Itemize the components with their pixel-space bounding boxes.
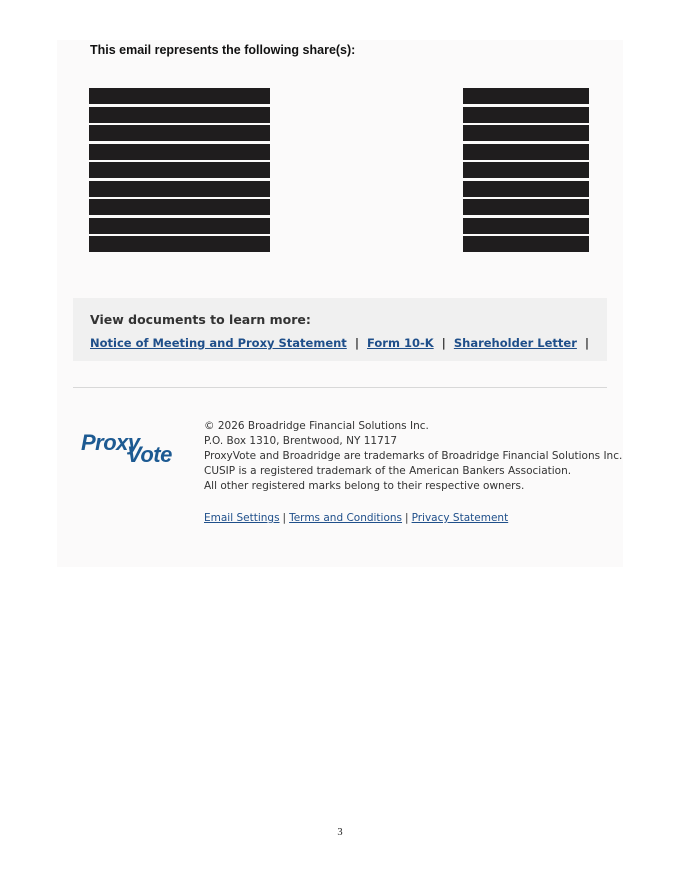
footer-divider (73, 387, 607, 388)
proxyvote-logo (81, 430, 185, 470)
redaction-bar (463, 162, 589, 178)
documents-panel (73, 298, 607, 361)
footer-link-separator: | (282, 512, 287, 524)
documents-links (90, 336, 597, 350)
redacted-share-counts (463, 88, 589, 255)
cusip-line: CUSIP is a registered trademark of the American Bankers Association. (204, 465, 572, 477)
redaction-bar (89, 88, 270, 104)
redaction-bar (463, 218, 589, 234)
trademark-line: ProxyVote and Broadridge are trademarks of Broadridge Financial Solutions Inc. (204, 450, 623, 462)
page-number: 3 (337, 827, 343, 838)
redacted-share-names (89, 88, 270, 255)
shares-heading: This email represents the following share(s): (90, 43, 356, 57)
link-separator: | (584, 336, 590, 350)
email-card (57, 40, 623, 567)
redaction-bar (89, 236, 270, 252)
redaction-bar (89, 144, 270, 160)
link-separator: | (441, 336, 446, 350)
redaction-bar (463, 88, 589, 104)
form-10k-link[interactable]: Form 10-K (367, 336, 434, 350)
footer-legal-text (204, 419, 622, 494)
copyright-line: © 2026 Broadridge Financial Solutions Inc. (204, 420, 429, 432)
redaction-bar (89, 125, 270, 141)
proxy-statement-link[interactable]: Notice of Meeting and Proxy Statement (90, 336, 347, 350)
redaction-bar (89, 162, 270, 178)
logo-text-proxy: Proxy (81, 430, 140, 455)
redaction-bar (463, 181, 589, 197)
link-separator: | (354, 336, 360, 350)
terms-link[interactable]: Terms and Conditions (289, 512, 403, 524)
redaction-bar (89, 199, 270, 215)
address-line: P.O. Box 1310, Brentwood, NY 11717 (204, 435, 398, 447)
privacy-link[interactable]: Privacy Statement (411, 512, 509, 524)
registered-marks-line: All other registered marks belong to their respective owners. (204, 480, 525, 492)
email-settings-link[interactable]: Email Settings (204, 512, 280, 524)
redaction-bar (89, 107, 270, 123)
shareholder-letter-link[interactable]: Shareholder Letter (453, 336, 577, 350)
redaction-bar (463, 199, 589, 215)
redaction-bar (463, 144, 589, 160)
footer-links (204, 512, 508, 524)
redaction-bar (89, 218, 270, 234)
documents-heading: View documents to learn more: (90, 312, 311, 327)
redaction-bar (463, 125, 589, 141)
redaction-bar (89, 181, 270, 197)
redaction-bar (463, 107, 589, 123)
logo-text-vote: Vote (127, 442, 172, 467)
footer-link-separator: | (405, 512, 409, 524)
redaction-bar (463, 236, 589, 252)
